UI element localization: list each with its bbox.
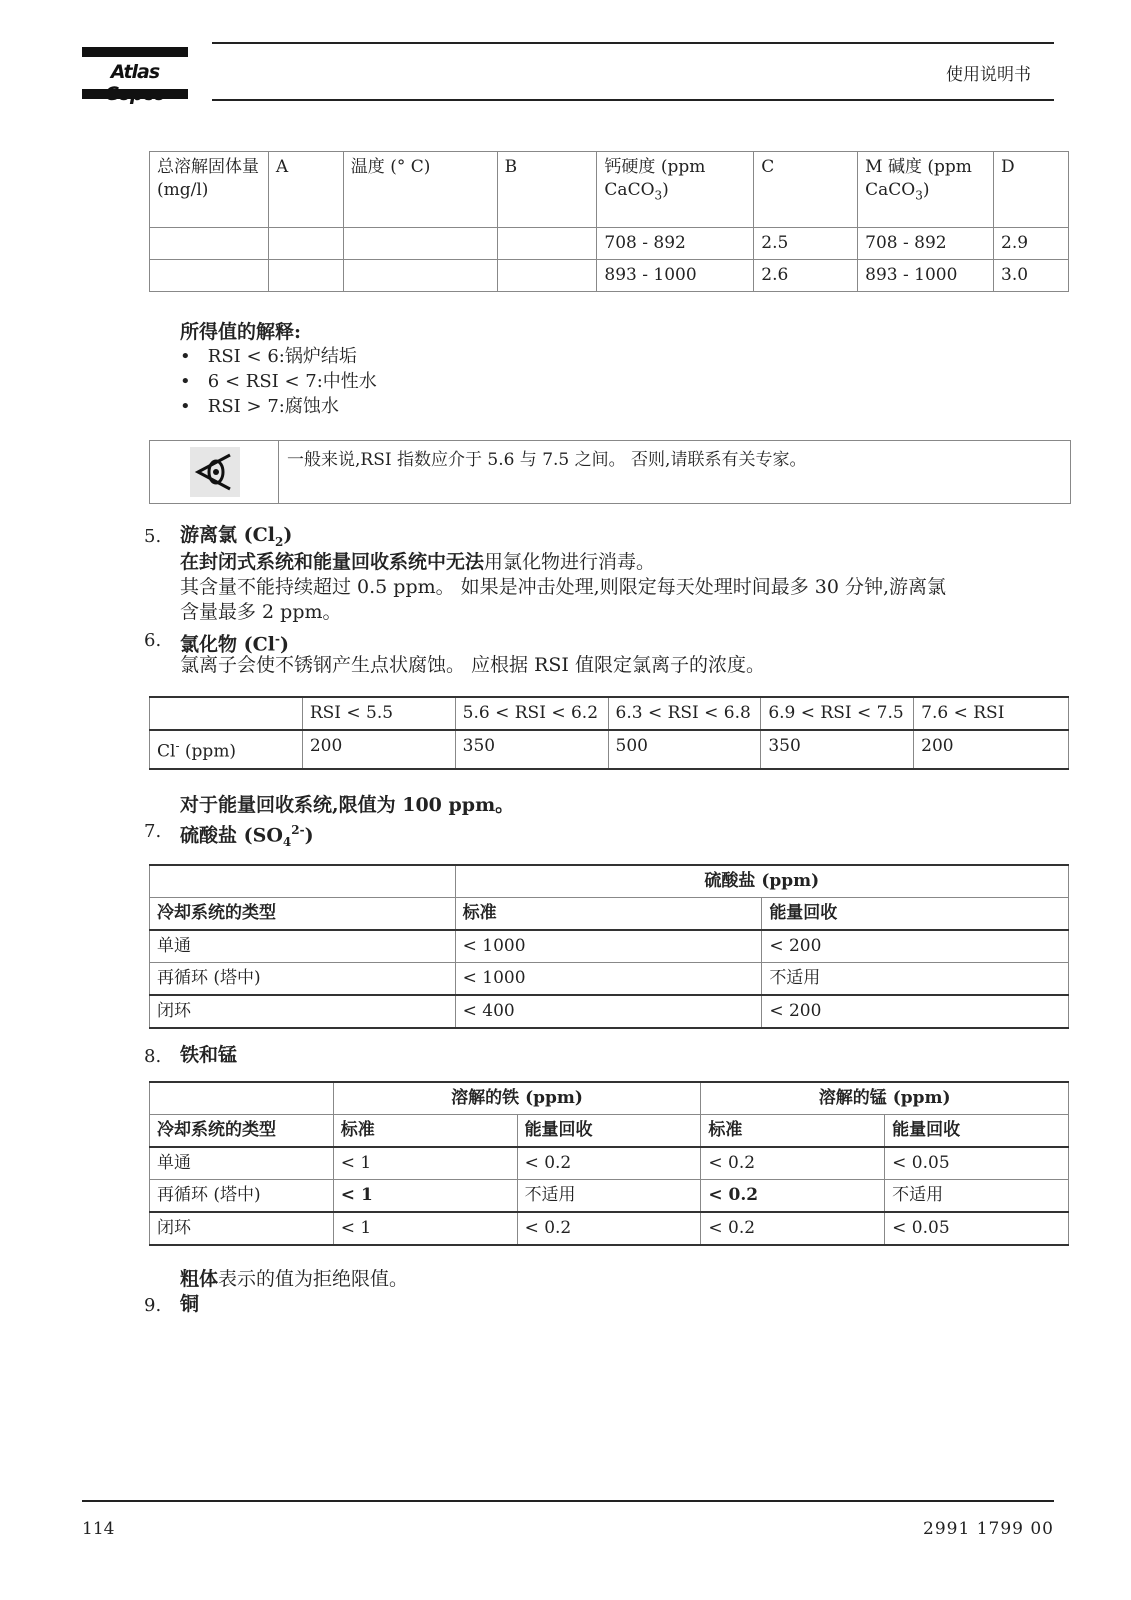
- section-9-number: 9.: [144, 1295, 162, 1316]
- iron-group-header: 溶解的铁 (ppm): [333, 1082, 701, 1115]
- section-5-line-2: 其含量不能持续超过 0.5 ppm。 如果是冲击处理,则限定每天处理时间最多 30 分钟,游离氯: [180, 576, 947, 598]
- note-box: [149, 440, 1071, 504]
- document-title: 使用说明书: [946, 65, 1031, 85]
- header-c: C: [754, 152, 858, 228]
- table-cell: 2.6: [754, 260, 858, 292]
- header-temp: 温度 (° C): [343, 152, 497, 228]
- chloride-row-label: Cl- (ppm): [150, 730, 303, 769]
- table-cell: [150, 697, 303, 730]
- table-cell: < 1: [333, 1180, 517, 1213]
- table-cell: 200: [914, 730, 1069, 769]
- table-cell: 单通: [150, 1147, 334, 1180]
- table-row: [150, 260, 1069, 292]
- table-row: [150, 228, 1069, 260]
- chloride-header-row: [150, 697, 1069, 730]
- section-5-line-1: 在封闭式系统和能量回收系统中无法用氯化物进行消毒。: [180, 551, 656, 573]
- table-cell: 能量回收: [517, 1115, 701, 1148]
- table-cell: < 0.2: [517, 1212, 701, 1245]
- table-cell: 2.5: [754, 228, 858, 260]
- section-5-line-3: 含量最多 2 ppm。: [180, 601, 342, 623]
- header-top-rule: [212, 42, 1054, 44]
- iron-group-row: [150, 1082, 1069, 1115]
- table-cell: 闭环: [150, 995, 456, 1028]
- table-cell: 708 - 892: [597, 228, 754, 260]
- table-cell: 不适用: [885, 1180, 1069, 1213]
- header-d: D: [994, 152, 1069, 228]
- table-cell: < 0.2: [701, 1212, 885, 1245]
- table-cell: 标准: [455, 898, 762, 931]
- table-cell: 标准: [701, 1115, 885, 1148]
- table-cell: < 0.2: [517, 1147, 701, 1180]
- table-row: [150, 930, 1069, 963]
- table-row: [150, 1147, 1069, 1180]
- table-cell: 再循环 (塔中): [150, 1180, 334, 1213]
- atlas-copco-logo: [82, 47, 188, 99]
- section-9-title: 铜: [180, 1293, 200, 1315]
- table-cell: < 1: [333, 1212, 517, 1245]
- chloride-limit-table: [149, 696, 1069, 770]
- table-row: [150, 963, 1069, 996]
- table-cell: 350: [761, 730, 914, 769]
- table-cell: 2.9: [994, 228, 1069, 260]
- table-cell: 能量回收: [762, 898, 1069, 931]
- sulfate-group-header: 硫酸盐 (ppm): [455, 865, 1068, 898]
- iron-manganese-table: [149, 1081, 1069, 1246]
- section-7-number: 7.: [144, 821, 162, 842]
- table-cell: 7.6 < RSI: [914, 697, 1069, 730]
- table-cell: < 1000: [455, 930, 762, 963]
- table-cell: < 400: [455, 995, 762, 1028]
- iron-header-row: [150, 1115, 1069, 1148]
- logo-text: Atlas: [110, 61, 160, 83]
- list-item: • RSI < 6:锅炉结垢: [180, 346, 357, 367]
- table-cell: 708 - 892: [858, 228, 994, 260]
- section-5-number: 5.: [144, 526, 162, 547]
- table-cell: 冷却系统的类型: [150, 898, 456, 931]
- table-cell: < 1000: [455, 963, 762, 996]
- table-cell: < 0.2: [701, 1180, 885, 1213]
- rsi-table-header-row: [150, 152, 1069, 228]
- bold-values-note: 粗体表示的值为拒绝限值。: [180, 1268, 409, 1290]
- table-cell: 冷却系统的类型: [150, 1115, 334, 1148]
- header-b: B: [497, 152, 597, 228]
- header-m-alkalinity: M 碱度 (ppm CaCO$_3$): [858, 152, 994, 228]
- table-cell: 标准: [333, 1115, 517, 1148]
- table-cell: < 0.2: [701, 1147, 885, 1180]
- table-row: [150, 1212, 1069, 1245]
- table-cell: 6.9 < RSI < 7.5: [761, 697, 914, 730]
- table-cell: 不适用: [762, 963, 1069, 996]
- header-tds: 总溶解固体量 (mg/l): [150, 152, 269, 228]
- table-row: [150, 1180, 1069, 1213]
- section-6-title: 氯化物 (Cl-): [180, 632, 289, 656]
- section-8-title: 铁和锰: [180, 1044, 238, 1066]
- section-8-number: 8.: [144, 1046, 162, 1067]
- table-cell: 893 - 1000: [597, 260, 754, 292]
- table-cell: < 0.05: [885, 1147, 1069, 1180]
- table-cell: 500: [608, 730, 761, 769]
- page-number: 114: [82, 1519, 115, 1539]
- table-cell: < 0.05: [885, 1212, 1069, 1245]
- section-6-text: 氯离子会使不锈钢产生点状腐蚀。 应根据 RSI 值限定氯离子的浓度。: [180, 654, 765, 676]
- section-7-title: 硫酸盐 $(SO_4^{2-})$: [180, 823, 314, 850]
- manganese-group-header: 溶解的锰 (ppm): [701, 1082, 1069, 1115]
- header-bottom-rule: [212, 99, 1054, 101]
- table-cell: 893 - 1000: [858, 260, 994, 292]
- section-5-title: 游离氯 $(Cl_2)$: [180, 524, 293, 549]
- table-cell: 不适用: [517, 1180, 701, 1213]
- eye-note-icon: [190, 447, 240, 497]
- table-cell: 闭环: [150, 1212, 334, 1245]
- table-cell: < 200: [762, 995, 1069, 1028]
- interpretation-title: 所得值的解释:: [180, 321, 302, 343]
- list-item: • RSI > 7:腐蚀水: [180, 396, 339, 417]
- energy-recovery-note: 对于能量回收系统,限值为 100 ppm。: [180, 794, 515, 816]
- document-number: 2991 1799 00: [923, 1519, 1054, 1539]
- list-item: • 6 < RSI < 7:中性水: [180, 371, 377, 392]
- table-cell: RSI < 5.5: [302, 697, 455, 730]
- sulfate-group-row: [150, 865, 1069, 898]
- sulfate-limit-table: [149, 864, 1069, 1029]
- rsi-factor-table: [149, 151, 1069, 292]
- table-cell: 再循环 (塔中): [150, 963, 456, 996]
- table-row: [150, 995, 1069, 1028]
- table-cell: 6.3 < RSI < 6.8: [608, 697, 761, 730]
- header-a: A: [268, 152, 343, 228]
- table-cell: 单通: [150, 930, 456, 963]
- table-row: [150, 730, 1069, 769]
- table-cell: < 200: [762, 930, 1069, 963]
- footer-rule: [82, 1500, 1054, 1502]
- table-cell: 3.0: [994, 260, 1069, 292]
- note-text: 一般来说,RSI 指数应介于 5.6 与 7.5 之间。 否则,请联系有关专家。: [287, 450, 807, 470]
- table-cell: 5.6 < RSI < 6.2: [455, 697, 608, 730]
- table-cell: 350: [455, 730, 608, 769]
- sulfate-header-row: [150, 898, 1069, 931]
- table-cell: 能量回收: [885, 1115, 1069, 1148]
- table-cell: 200: [302, 730, 455, 769]
- header-ca-hardness: 钙硬度 (ppm CaCO$_3$): [597, 152, 754, 228]
- section-6-number: 6.: [144, 630, 162, 651]
- table-cell: < 1: [333, 1147, 517, 1180]
